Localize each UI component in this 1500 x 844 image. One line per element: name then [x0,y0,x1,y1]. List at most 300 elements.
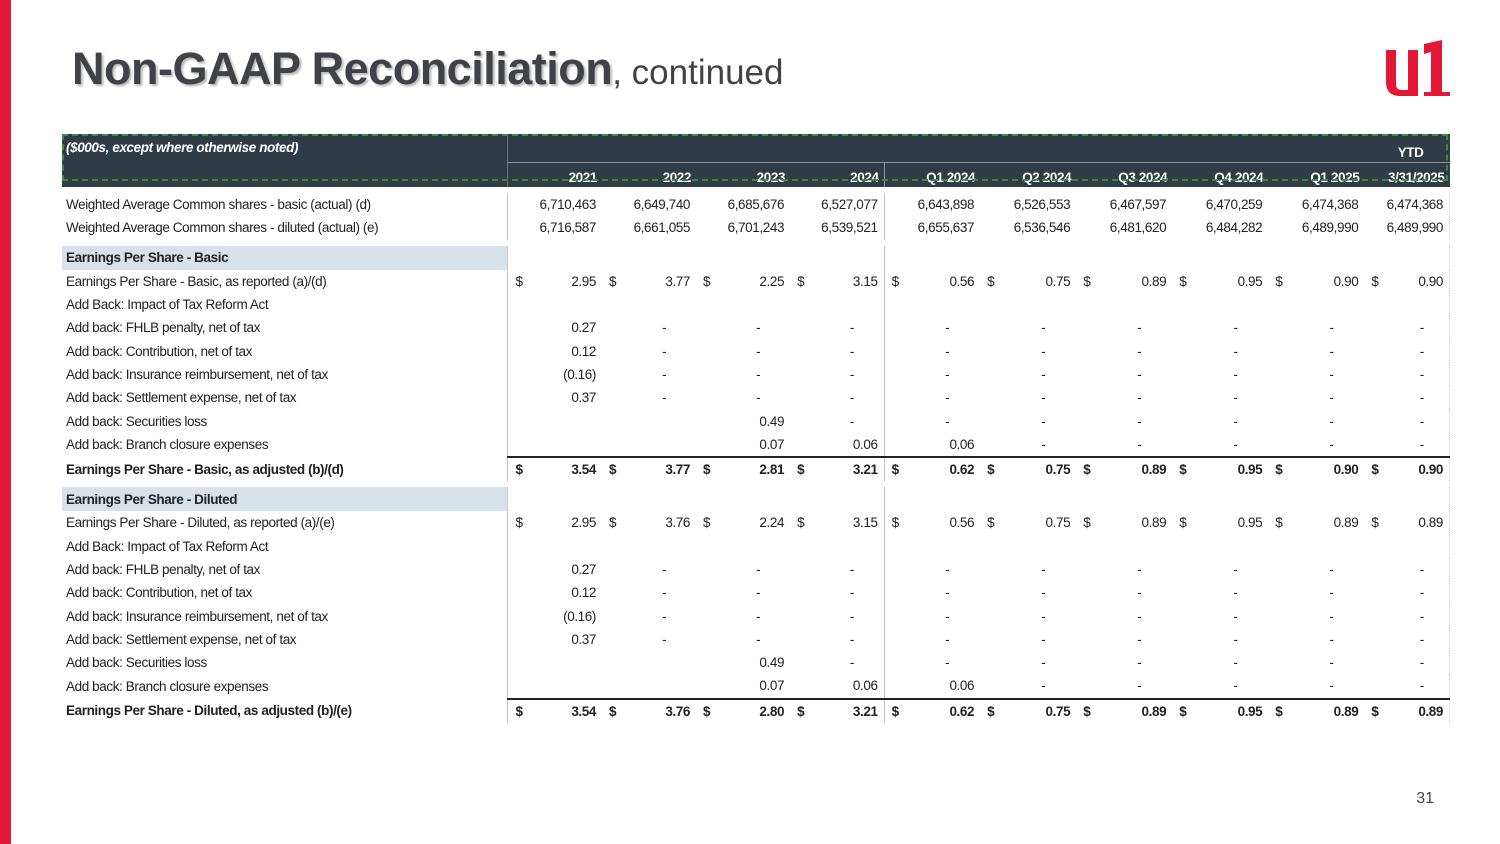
currency-cell [980,651,1002,674]
company-logo [1384,40,1458,103]
currency-cell [508,558,530,581]
value-cell [624,409,696,432]
value-cell: - [1233,631,1238,647]
column-header: 2024 [790,163,884,188]
column-header: Q4 2024 [1172,163,1268,188]
addback-row [62,316,1450,339]
row-label: Add back: Branch closure expenses [66,437,269,453]
value-cell: - [1041,631,1046,647]
title-sub: , continued [612,53,784,92]
value-cell: - [849,390,854,406]
value-cell [530,674,602,698]
currency-cell: $ [1371,273,1379,289]
currency-cell [980,363,1002,386]
empty-cell [1076,487,1098,511]
value-cell: - [849,366,854,382]
currency-cell [1364,339,1386,362]
currency-cell [696,581,718,604]
value-cell: - [756,608,761,624]
column-header: Q1 2025 [1268,163,1364,188]
currency-cell: $ [1172,699,1194,723]
currency-cell [1076,386,1098,409]
value-cell: 3.21 [812,457,884,481]
section-title: Earnings Per Share - Diluted [62,487,508,511]
currency-cell [602,386,624,409]
addback-row [62,535,1450,558]
section-header-row [62,246,1450,270]
currency-cell: $ [703,515,711,531]
value-cell: 6,470,259 [1205,197,1263,213]
value-cell: 6,527,077 [821,197,878,213]
value-cell: 0.37 [571,631,596,647]
value-cell: 0.12 [571,585,596,601]
currency-cell: $ [797,515,805,531]
value-cell: - [1041,413,1046,429]
empty-cell [696,246,718,270]
addback-row [62,581,1450,604]
row-label: Add back: Contribution, net of tax [66,585,253,601]
currency-cell [508,651,530,674]
value-cell: - [849,320,854,336]
currency-cell [884,293,906,316]
empty-cell [1364,487,1386,511]
value-cell: - [945,366,950,382]
currency-cell [1076,293,1098,316]
currency-cell [696,628,718,651]
value-cell: - [1137,390,1142,406]
currency-cell [508,216,530,239]
currency-cell [602,535,624,558]
reported-eps-row [62,270,1450,293]
value-cell: 3.15 [852,273,878,289]
currency-cell [1172,581,1194,604]
value-cell: 0.07 [759,436,785,452]
currency-cell [1364,386,1386,409]
currency-cell [1172,558,1194,581]
addback-row [62,558,1450,581]
value-cell: 3.54 [530,699,602,723]
value-cell: - [662,585,667,601]
value-cell: 2.24 [759,515,785,531]
currency-cell [1364,363,1386,386]
column-header: 2022 [602,163,696,188]
currency-cell [696,651,718,674]
value-cell: 0.49 [759,413,785,429]
value-cell: - [945,631,950,647]
value-cell [530,293,602,316]
value-cell: - [1137,655,1142,671]
currency-cell: $ [609,273,617,289]
value-cell: - [1041,655,1046,671]
value-cell: - [849,562,854,577]
currency-cell [1172,628,1194,651]
value-cell: - [1041,678,1046,694]
currency-cell [884,363,906,386]
empty-cell [530,487,602,511]
currency-cell [602,363,624,386]
value-cell: 0.49 [759,655,785,671]
value-cell: - [1387,316,1450,339]
currency-cell: $ [1268,699,1290,723]
value-cell: - [662,320,667,336]
currency-cell [980,581,1002,604]
value-cell: 0.89 [1387,699,1450,723]
currency-cell [1268,433,1290,457]
currency-cell [980,386,1002,409]
empty-cell [602,246,624,270]
currency-cell: $ [1076,457,1098,481]
currency-cell [1076,604,1098,627]
value-cell: 3.77 [624,457,696,481]
value-cell: - [1233,343,1238,359]
value-cell: - [662,608,667,624]
currency-cell [1172,604,1194,627]
value-cell: 2.25 [759,273,785,289]
currency-cell: $ [508,699,530,723]
column-header: Q3 2024 [1076,163,1172,188]
addback-row [62,339,1450,362]
currency-cell [1076,316,1098,339]
value-cell [812,293,884,316]
value-cell: 0.56 [949,515,975,531]
addback-row [62,628,1450,651]
row-label: Earnings Per Share - Diluted, as reported (a)/(e) [66,515,335,531]
currency-cell [1172,363,1194,386]
empty-cell [696,487,718,511]
currency-cell: $ [508,511,530,534]
row-label: Add back: Settlement expense, net of tax [66,390,297,406]
value-cell: - [849,655,854,671]
non-gaap-table [62,134,1450,723]
ytd-label: YTD [1364,134,1449,163]
currency-cell [508,674,530,698]
value-cell [624,535,696,558]
value-cell: - [1233,608,1238,624]
empty-cell [1172,487,1194,511]
currency-cell: $ [884,511,906,534]
currency-cell: $ [1083,515,1091,531]
value-cell: - [1329,320,1334,336]
currency-cell [790,216,812,239]
empty-cell [1268,246,1290,270]
currency-cell: $ [987,515,995,531]
value-cell: - [1041,436,1046,452]
value-cell [624,651,696,674]
empty-cell [1098,246,1172,270]
value-cell: 0.06 [949,678,975,694]
currency-cell [980,433,1002,457]
value-cell: - [1137,366,1142,382]
currency-cell: $ [1076,699,1098,723]
value-cell: 2.81 [718,457,790,481]
value-cell: - [1041,343,1046,359]
column-header: 2021 [508,163,602,188]
addback-row [62,651,1450,674]
value-cell: 6,716,587 [539,220,596,236]
empty-cell [980,246,1002,270]
currency-cell [1076,409,1098,432]
value-cell: (0.16) [563,366,596,382]
value-cell: 6,710,463 [539,197,596,213]
value-cell: (0.16) [563,608,596,624]
value-cell: - [662,390,667,406]
currency-cell: $ [980,699,1002,723]
value-cell [624,674,696,698]
currency-cell [884,558,906,581]
currency-cell [790,386,812,409]
currency-cell [696,193,718,216]
empty-cell [790,487,812,511]
currency-cell [980,674,1002,698]
empty-cell [1076,246,1098,270]
row-label: Weighted Average Common shares - basic (actual) (d) [66,197,371,213]
row-label: Add back: Branch closure expenses [66,678,269,694]
addback-row [62,363,1450,386]
empty-cell [1172,246,1194,270]
currency-cell [884,535,906,558]
value-cell: 0.12 [571,343,596,359]
value-cell: 2.95 [571,273,596,289]
currency-cell [884,628,906,651]
value-cell: - [1137,585,1142,601]
row-label: Add back: FHLB penalty, net of tax [66,562,261,577]
value-cell: - [756,320,761,336]
currency-cell [790,339,812,362]
value-cell: - [662,562,667,577]
value-cell [906,293,980,316]
row-label: Add back: Settlement expense, net of tax [66,631,297,647]
currency-cell [696,339,718,362]
currency-cell: $ [508,457,530,481]
currency-cell [790,316,812,339]
currency-cell [980,535,1002,558]
value-cell [812,535,884,558]
currency-cell [884,604,906,627]
empty-cell [1387,246,1450,270]
currency-cell [1268,193,1290,216]
value-cell [1098,293,1172,316]
currency-cell [1268,339,1290,362]
value-cell: 0.95 [1194,457,1268,481]
currency-cell [884,433,906,457]
currency-cell [602,216,624,239]
value-cell: - [1329,608,1334,624]
value-cell: 0.90 [1387,457,1450,481]
currency-cell: $ [508,270,530,293]
currency-cell [884,651,906,674]
value-cell: 0.27 [571,562,596,577]
value-cell: 0.27 [571,320,596,336]
currency-cell [602,604,624,627]
value-cell: 0.06 [852,436,878,452]
currency-cell [884,339,906,362]
currency-cell [980,193,1002,216]
value-cell: 0.89 [1098,699,1172,723]
value-cell [1194,535,1268,558]
value-cell [1387,535,1450,558]
currency-cell [508,628,530,651]
value-cell: - [1137,562,1142,577]
currency-cell [1076,674,1098,698]
value-cell: - [945,585,950,601]
currency-cell [696,386,718,409]
value-cell: - [756,390,761,406]
currency-cell [1364,409,1386,432]
currency-cell [884,409,906,432]
value-cell: - [1137,436,1142,452]
empty-cell [508,246,530,270]
currency-cell: $ [884,457,906,481]
currency-cell [884,581,906,604]
currency-cell [1076,535,1098,558]
corner-note: ($000s, except where otherwise noted) [62,134,508,187]
currency-cell [1364,581,1386,604]
value-cell: 6,643,898 [917,197,975,213]
value-cell [718,535,790,558]
currency-cell [1364,216,1386,239]
currency-cell [1172,651,1194,674]
currency-cell: $ [1179,273,1187,289]
column-header: Q2 2024 [980,163,1076,188]
value-cell: - [1387,363,1450,386]
value-cell: 0.89 [1333,515,1359,531]
value-cell: - [756,585,761,601]
value-cell: 0.95 [1237,273,1263,289]
empty-cell [602,487,624,511]
row-label: Add Back: Impact of Tax Reform Act [66,538,269,554]
value-cell: 0.62 [906,457,980,481]
addback-row [62,604,1450,627]
header-blank [696,134,790,163]
value-cell: 0.75 [1045,515,1071,531]
currency-cell [1268,293,1290,316]
currency-cell [508,386,530,409]
currency-cell [884,216,906,239]
value-cell: - [1233,585,1238,601]
currency-cell [1364,293,1386,316]
adjusted-eps-row [62,699,1450,723]
currency-cell [696,409,718,432]
value-cell: - [756,631,761,647]
value-cell: 6,539,521 [821,220,878,236]
empty-cell [1268,487,1290,511]
value-cell: - [1041,390,1046,406]
value-cell: - [1387,651,1450,674]
value-cell: 0.06 [852,678,878,694]
currency-cell [1364,558,1386,581]
empty-cell [1098,487,1172,511]
currency-cell: $ [696,699,718,723]
header-blank [508,134,602,163]
value-cell: - [945,413,950,429]
value-cell: 0.75 [1002,457,1076,481]
column-header: Q1 2024 [884,163,980,188]
currency-cell [1268,674,1290,698]
currency-cell [1268,651,1290,674]
currency-cell: $ [609,515,617,531]
currency-cell [1364,651,1386,674]
currency-cell [884,193,906,216]
currency-cell [790,293,812,316]
currency-cell [1076,433,1098,457]
value-cell: - [945,320,950,336]
currency-cell [602,293,624,316]
value-cell: 2.80 [718,699,790,723]
value-cell: - [1329,343,1334,359]
currency-cell [696,674,718,698]
currency-cell [1268,216,1290,239]
value-cell: 6,526,553 [1013,197,1071,213]
row-label: Add Back: Impact of Tax Reform Act [66,297,269,313]
currency-cell: $ [790,699,812,723]
currency-cell: $ [696,457,718,481]
currency-cell [602,316,624,339]
value-cell: 3.15 [852,515,878,531]
value-cell [1291,535,1365,558]
row-label: Earnings Per Share - Diluted, as adjusted (b)/(e) [66,703,352,719]
value-cell: - [849,413,854,429]
empty-cell [884,246,906,270]
value-cell: 0.07 [759,678,785,694]
empty-cell [508,487,530,511]
value-cell: - [1041,320,1046,336]
value-cell: 6,489,990 [1387,216,1450,239]
value-cell [906,535,980,558]
currency-cell [790,558,812,581]
header-blank [980,134,1076,163]
value-cell: - [1329,436,1334,452]
currency-cell [1268,316,1290,339]
value-cell: - [1387,581,1450,604]
currency-cell [790,409,812,432]
title-main: Non-GAAP Reconciliation [72,43,613,94]
value-cell [1098,535,1172,558]
value-cell: - [849,608,854,624]
currency-cell [1364,433,1386,457]
value-cell: - [1137,413,1142,429]
currency-cell: $ [1083,273,1091,289]
currency-cell: $ [790,457,812,481]
column-header: 3/31/2025 [1364,163,1449,188]
currency-cell: $ [1364,699,1386,723]
value-cell: - [1329,366,1334,382]
currency-cell [696,558,718,581]
currency-cell: $ [703,273,711,289]
currency-cell [980,628,1002,651]
value-cell: - [662,631,667,647]
shares-row [62,193,1450,216]
row-label: Add back: Insurance reimbursement, net of tax [66,366,328,382]
value-cell: - [945,562,950,577]
value-cell: - [756,343,761,359]
value-cell: 0.90 [1387,270,1450,293]
reported-eps-row [62,511,1450,534]
value-cell: 6,481,620 [1109,220,1167,236]
value-cell: - [1387,386,1450,409]
currency-cell [696,433,718,457]
value-cell: - [1233,390,1238,406]
value-cell: - [1041,562,1046,577]
value-cell: - [1329,562,1334,577]
header-blank [1268,134,1364,163]
value-cell: - [849,585,854,601]
currency-cell [1172,193,1194,216]
value-cell: - [1233,320,1238,336]
value-cell: 6,474,368 [1387,193,1450,216]
header-row-top [62,134,1450,163]
row-label: Add back: FHLB penalty, net of tax [66,320,261,336]
empty-cell [884,487,906,511]
